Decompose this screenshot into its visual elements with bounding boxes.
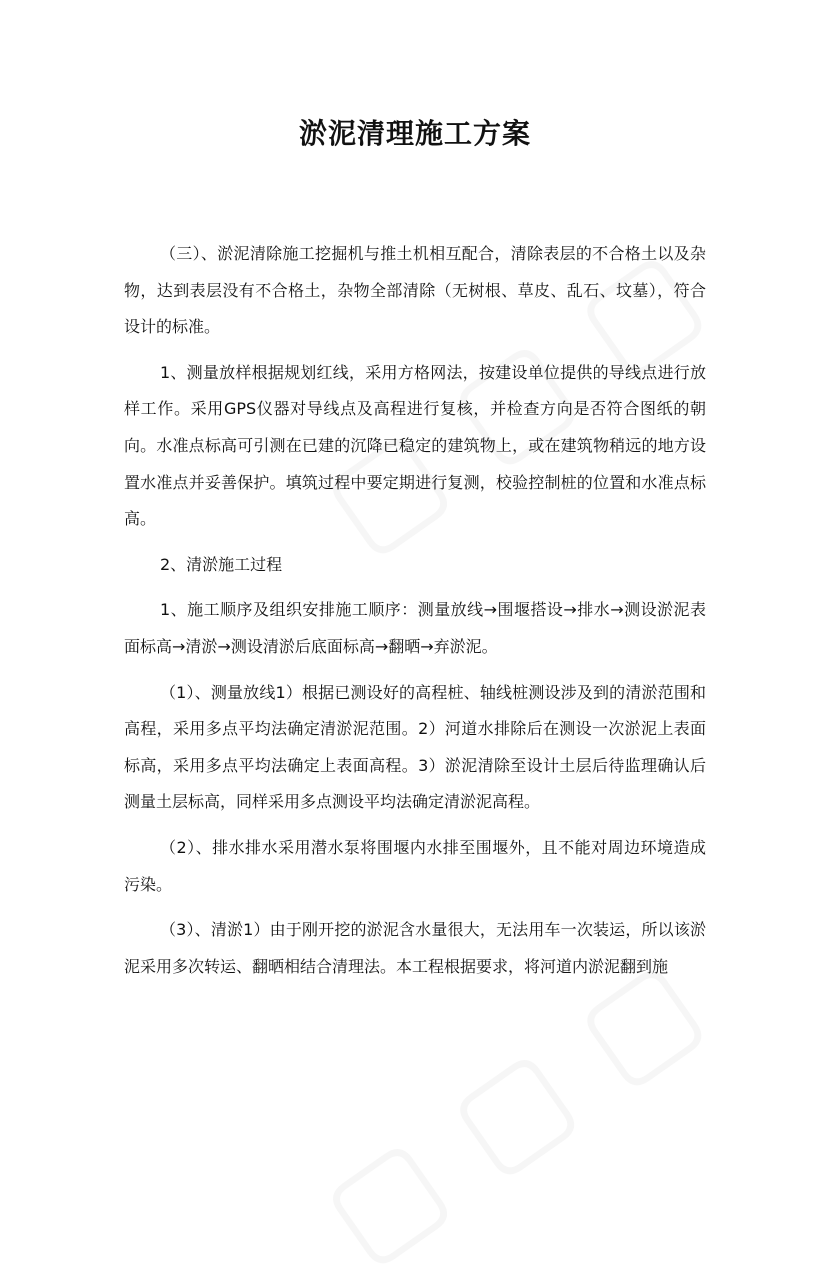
paragraph: （2）、排水排水采用潜水泵将围堰内水排至围堰外，且不能对周边环境造成污染。 — [124, 837, 706, 894]
document-title: 淤泥清理施工方案 — [298, 117, 531, 150]
paragraph: 1、施工顺序及组织安排施工顺序：测量放线→围堰搭设→排水→测设淤泥表面标高→清淤→测设清淤后底面标高→翻晒→弃淤泥。 — [124, 600, 706, 656]
paragraph: 1、测量放样根据规划红线，采用方格网法，按建设单位提供的导线点进行放样工作。采用GPS仪器对导线点及高程进行复核，并检查方向是否符合图纸的朝向。水准点标高可引测在已建的沉降已稳定的建筑物上，或在建筑物稍远的地方设置水准点并妥善保护。填筑过程中要定期进行复测，校验控制桩的位置和水准点标高。 — [124, 362, 706, 529]
paragraph: （3）、清淤1）由于刚开挖的淤泥含水量很大，无法用车一次装运，所以该淤泥采用多次转运、翻晒相结合清理法。本工程根据要求，将河道内淤泥翻到施 — [124, 920, 706, 976]
paragraph: （1）、测量放线1）根据已测设好的高程桩、轴线桩测设涉及到的清淤范围和高程，采用多点平均法确定清淤泥范围。2）河道水排除后在测设一次淤泥上表面标高，采用多点平均法确定上表面高程。3）淤泥清除至设计土层后待监理确认后测量土层标高，同样采用多点测设平均法确定清淤泥高程。 — [124, 682, 706, 812]
paragraph: （三）、淤泥清除施工挖掘机与推土机相互配合，清除表层的不合格土以及杂物，达到表层没有不合格土，杂物全部清除（无树根、草皮、乱石、坟墓），符合设计的标准。 — [124, 244, 706, 337]
paragraph: 2、清淤施工过程 — [160, 554, 283, 574]
document-body — [124, 236, 706, 994]
